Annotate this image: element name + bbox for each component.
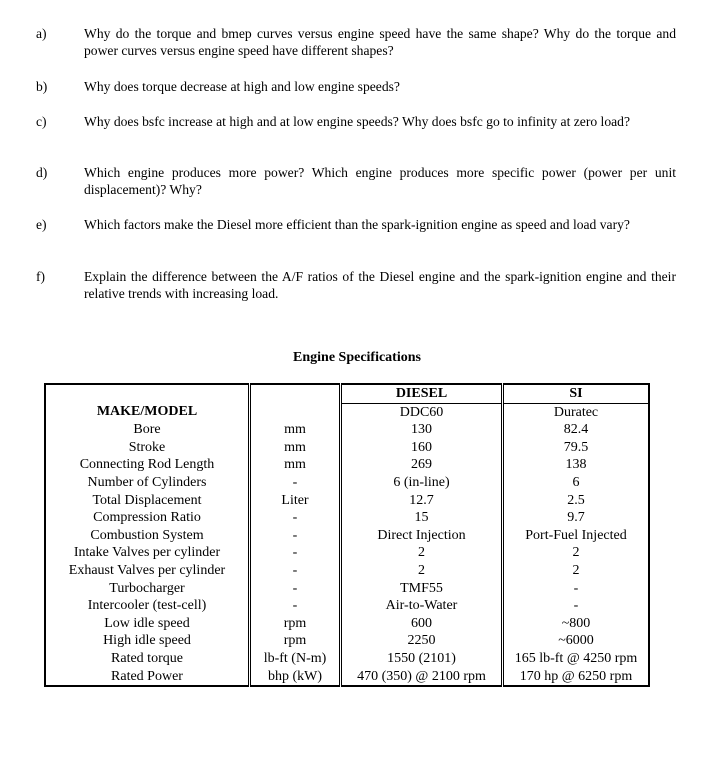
cell-unit: mm — [250, 456, 341, 474]
cell-diesel: Air-to-Water — [341, 597, 503, 615]
cell-param: Rated torque — [45, 650, 250, 668]
table-row — [45, 668, 649, 687]
question-label: a) — [36, 26, 47, 41]
cell-diesel: 1550 (2101) — [341, 650, 503, 668]
header-si: SI — [503, 384, 650, 403]
cell-si: - — [503, 580, 650, 598]
header-unit — [250, 384, 341, 403]
cell-unit: Liter — [250, 492, 341, 510]
cell-param: Turbocharger — [45, 580, 250, 598]
cell-unit: lb-ft (N-m) — [250, 650, 341, 668]
cell-param: Connecting Rod Length — [45, 456, 250, 474]
table-row — [45, 615, 649, 633]
cell-param: Compression Ratio — [45, 509, 250, 527]
cell-si: Port-Fuel Injected — [503, 527, 650, 545]
table-row — [45, 632, 649, 650]
cell-si: 6 — [503, 474, 650, 492]
cell-param: Bore — [45, 421, 250, 439]
header-diesel: DIESEL — [341, 384, 503, 403]
table-row — [45, 403, 649, 421]
cell-si: 138 — [503, 456, 650, 474]
cell-param: MAKE/MODEL — [45, 403, 250, 421]
engine-spec-table — [44, 383, 650, 687]
cell-diesel: DDC60 — [341, 403, 503, 421]
header-param — [45, 384, 250, 403]
cell-unit: - — [250, 580, 341, 598]
question-text: Why does torque decrease at high and low engine speeds? — [84, 79, 400, 94]
cell-si: 2 — [503, 562, 650, 580]
table-row — [45, 527, 649, 545]
question-label: d) — [36, 165, 48, 180]
cell-param: Number of Cylinders — [45, 474, 250, 492]
question-text: Why does bsfc increase at high and at low engine speeds? Why does bsfc go to infinity at zero load? — [84, 114, 630, 129]
cell-unit — [250, 403, 341, 421]
cell-param: Rated Power — [45, 668, 250, 687]
cell-param: Combustion System — [45, 527, 250, 545]
cell-si: 165 lb-ft @ 4250 rpm — [503, 650, 650, 668]
cell-si: 79.5 — [503, 439, 650, 457]
cell-diesel: Direct Injection — [341, 527, 503, 545]
cell-unit: - — [250, 562, 341, 580]
cell-unit: bhp (kW) — [250, 668, 341, 687]
table-row — [45, 597, 649, 615]
cell-diesel: 15 — [341, 509, 503, 527]
cell-unit: rpm — [250, 632, 341, 650]
cell-diesel: 600 — [341, 615, 503, 633]
cell-si: 2.5 — [503, 492, 650, 510]
question-text: Which engine produces more power? Which engine produces more specific power (power per unit displacement)? Why? — [84, 165, 676, 197]
cell-unit: rpm — [250, 615, 341, 633]
cell-unit: - — [250, 597, 341, 615]
table-row — [45, 509, 649, 527]
table-row — [45, 456, 649, 474]
question-text: Why do the torque and bmep curves versus engine speed have the same shape? Why do the torque and power curves versus engine speed have different shapes? — [84, 26, 676, 58]
cell-param: Exhaust Valves per cylinder — [45, 562, 250, 580]
cell-unit: - — [250, 474, 341, 492]
spec-title: Engine Specifications — [293, 350, 421, 365]
question-label: b) — [36, 79, 48, 94]
cell-diesel: TMF55 — [341, 580, 503, 598]
cell-unit: - — [250, 527, 341, 545]
table-row — [45, 562, 649, 580]
cell-param: High idle speed — [45, 632, 250, 650]
cell-diesel: 269 — [341, 456, 503, 474]
cell-si: ~800 — [503, 615, 650, 633]
cell-param: Intercooler (test-cell) — [45, 597, 250, 615]
cell-unit: mm — [250, 421, 341, 439]
table-header-row — [45, 384, 649, 403]
cell-diesel: 2 — [341, 544, 503, 562]
table-row — [45, 474, 649, 492]
cell-unit: - — [250, 544, 341, 562]
cell-si: 82.4 — [503, 421, 650, 439]
question-text: Which factors make the Diesel more efficient than the spark-ignition engine as speed and load vary? — [84, 217, 630, 232]
cell-unit: mm — [250, 439, 341, 457]
question-label: e) — [36, 217, 47, 232]
cell-param: Intake Valves per cylinder — [45, 544, 250, 562]
cell-diesel: 470 (350) @ 2100 rpm — [341, 668, 503, 687]
cell-si: 2 — [503, 544, 650, 562]
cell-si: - — [503, 597, 650, 615]
cell-diesel: 130 — [341, 421, 503, 439]
question-label: c) — [36, 114, 47, 129]
table-row — [45, 544, 649, 562]
table-row — [45, 492, 649, 510]
question-text: Explain the difference between the A/F ratios of the Diesel engine and the spark-ignition engine and their relative trends with increasing load. — [84, 269, 676, 301]
cell-param: Total Displacement — [45, 492, 250, 510]
cell-diesel: 2 — [341, 562, 503, 580]
question-label: f) — [36, 269, 46, 284]
cell-param: Low idle speed — [45, 615, 250, 633]
cell-unit: - — [250, 509, 341, 527]
cell-si: Duratec — [503, 403, 650, 421]
cell-param: Stroke — [45, 439, 250, 457]
table-row — [45, 650, 649, 668]
table-row — [45, 421, 649, 439]
cell-diesel: 160 — [341, 439, 503, 457]
cell-si: ~6000 — [503, 632, 650, 650]
table-row — [45, 439, 649, 457]
table-row — [45, 580, 649, 598]
cell-si: 9.7 — [503, 509, 650, 527]
cell-diesel: 6 (in-line) — [341, 474, 503, 492]
cell-diesel: 12.7 — [341, 492, 503, 510]
cell-si: 170 hp @ 6250 rpm — [503, 668, 650, 687]
cell-diesel: 2250 — [341, 632, 503, 650]
